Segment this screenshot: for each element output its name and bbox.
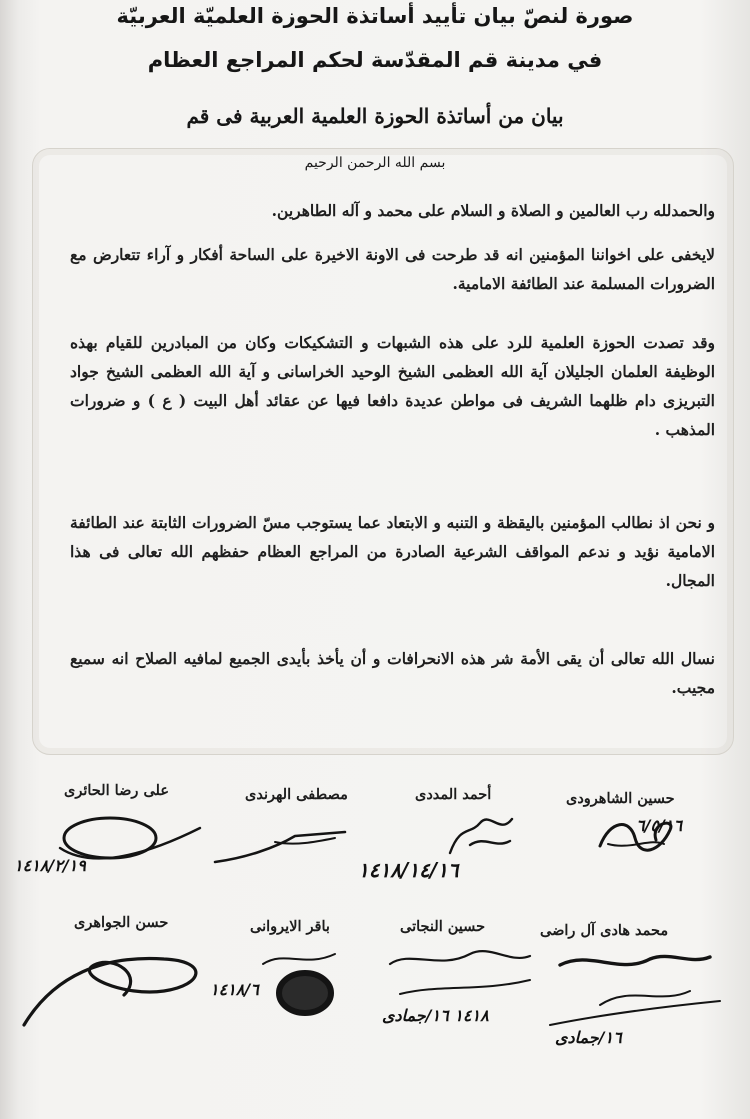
signatory-name: باقر الايروانى	[250, 918, 330, 935]
signatory-name: حسين النجاتى	[400, 918, 486, 935]
signatory-name: مصطفى الهرندى	[245, 786, 348, 803]
signatory-name: حسين الشاهرودى	[566, 790, 675, 807]
signature-date: ٦/٥/١٦	[636, 816, 683, 835]
page-subtitle: في مدينة قم المقدّسة لحكم المراجع العظام	[147, 48, 603, 72]
signature-jawahiri	[14, 935, 214, 1045]
signature-date: ١٤١٨/١٤/١٦	[358, 858, 459, 882]
signature-madadi	[440, 805, 540, 865]
paragraph-prayer: نسال الله تعالى أن يقى الأمة شر هذه الانحرافات و أن يأخذ بأيدى الجميع لمافيه الصلاح انه سميع مجيب.	[70, 649, 715, 697]
statement-title: بيان من أساتذة الحوزة العلمية العربية فى قم	[186, 104, 564, 128]
signature-irvani	[255, 944, 345, 974]
paragraph-intro: لايخفى على اخواننا المؤمنين انه قد طرحت فى الاونة الاخيرة على الساحة أفكار و آراء تتعارض مع الضرورات المسلمة عند الطائفة الامامية.	[70, 245, 715, 293]
signature-harandi	[205, 812, 355, 872]
paragraph-opening: والحمدلله رب العالمين و الصلاة و السلام على محمد و آله الطاهرين.	[271, 201, 715, 220]
signature-date: ١٤١٨/٦	[210, 980, 259, 999]
signatory-name: حسن الجواهرى	[74, 914, 169, 931]
signature-seal	[275, 968, 335, 1018]
paragraph-hawza: وقد تصدت الحوزة العلمية للرد على هذه الشبهات و التشكيكات وكان من المبادرين للقيام بهذه الوظيفة العلمان الجليلان آية الله العظمى الشيخ الوحيد الخراسانى و آية الله العظمى الشيخ جواد التبريزى دام ظلهما الشريف فى مواطن عديدة دافعا فيها عن عقائد أهل البيت ( ع ) و ضرورات المذهب .	[70, 333, 715, 439]
signature-date: ١٤١٨ ١٦/جمادى	[382, 1006, 489, 1025]
page-title: صورة لنصّ بيان تأييد أساتذة الحوزة العلميّة العربيّة	[116, 4, 634, 28]
paragraph-support: و نحن اذ نطالب المؤمنين باليقظة و التنبه و الابتعاد عما يستوجب مسّ الضرورات الثابتة عند الطائفة الامامية نؤيد و ندعم المواقف الشرعية الصادرة من المراجع العظام حفظهم الله تعالى فى هذا المجال.	[70, 513, 715, 590]
signatory-name: أحمد المددى	[415, 786, 492, 803]
signature-date: ١٦/جمادى	[555, 1028, 622, 1047]
signature-al-radi	[540, 945, 730, 1035]
signature-nejati	[380, 940, 540, 1000]
signature-date: ١٤١٨/٢/١٩	[14, 856, 86, 875]
signatory-name: على رضا الحائرى	[64, 782, 169, 799]
basmala: بسم الله الرحمن الرحيم	[304, 155, 446, 171]
signatory-name: محمد هادى آل راضى	[540, 922, 669, 939]
